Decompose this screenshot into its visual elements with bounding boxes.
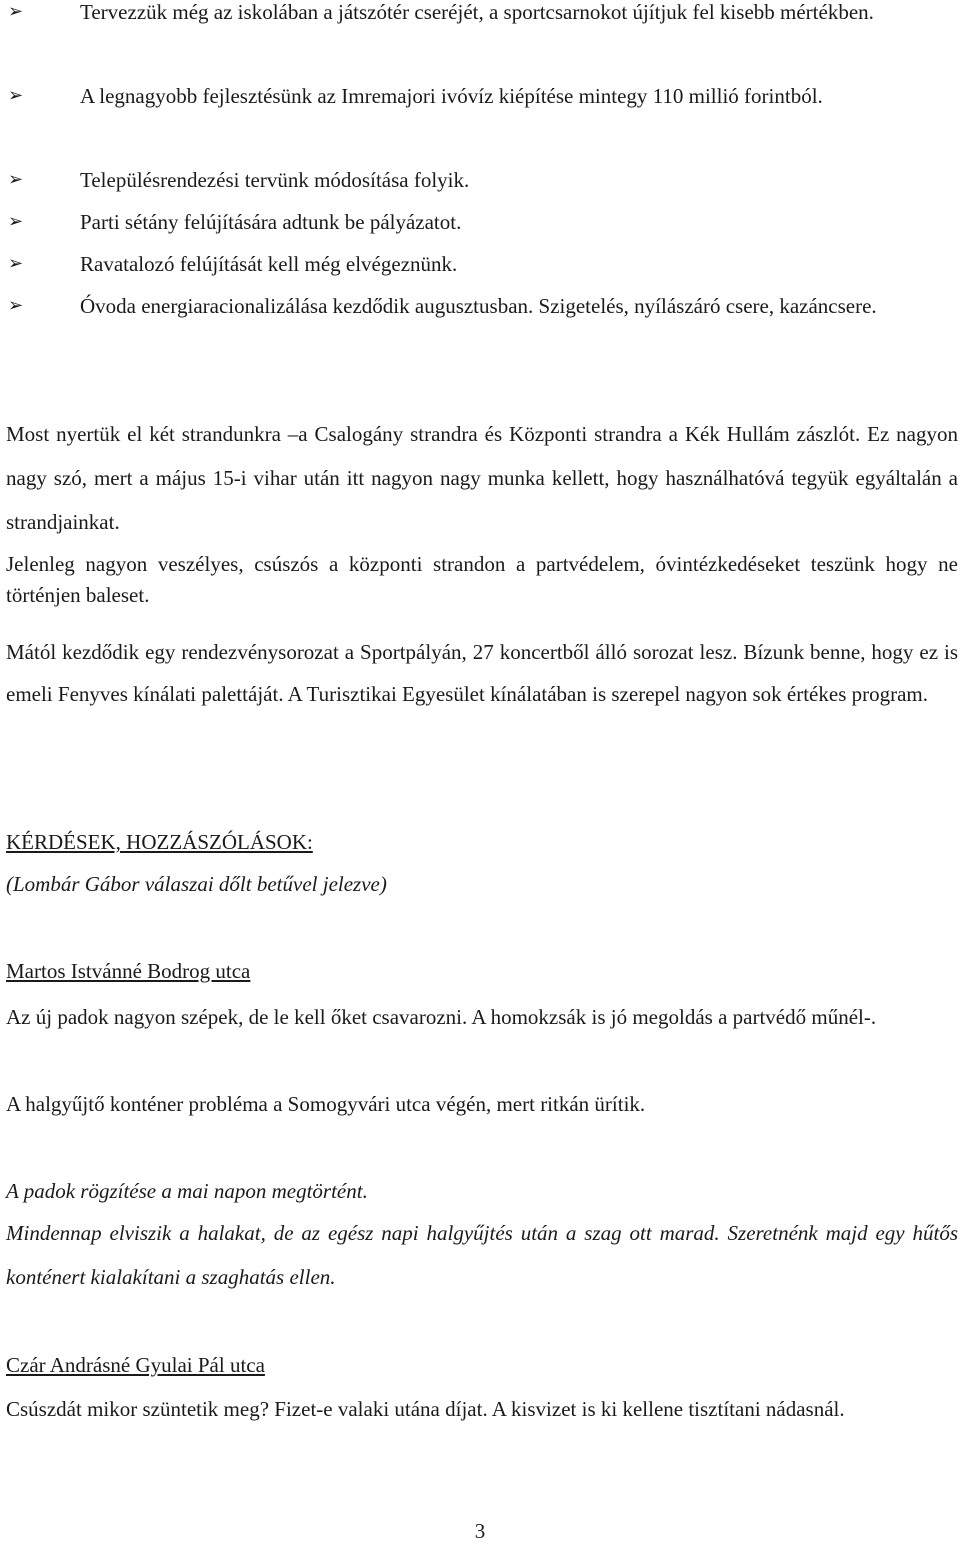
questions-heading: KÉRDÉSEK, HOZZÁSZÓLÁSOK: xyxy=(6,830,313,854)
bullet-text: Ravatalozó felújítását kell még elvégeznünk. xyxy=(80,252,458,276)
paragraph-strand: Most nyertük el két strandunkra –a Csalogány strandra és Központi strandra a Kék Hullám zászlót. Ez nagyon nagy szó, mert a május 15-i vihar után itt nagyon nagy munka kellett, hogy használhatóvá tegyük egyáltalán a strandjainkat. xyxy=(6,422,958,534)
bullet-item xyxy=(0,75,960,159)
paragraph-rendezveny: Mától kezdődik egy rendezvénysorozat a Sportpályán, 27 koncertből álló sorozat lesz. Bízunk benne, hogy ez is emeli Fenyves kínálati palettáját. A Turisztikai Egyesület kínálatában is szerepel nagyon sok értékes program. xyxy=(6,640,958,706)
arrowhead-bullet-icon: ➢ xyxy=(8,85,24,106)
bullet-item xyxy=(0,243,960,285)
speaker-name: Martos Istvánné Bodrog utca xyxy=(6,959,251,983)
bullet-item xyxy=(0,159,960,201)
bullet-text: Parti sétány felújítására adtunk be pályázatot. xyxy=(80,210,462,234)
speaker-comment: Csúszdát mikor szüntetik meg? Fizet-e valaki utána díjat. A kisvizet is ki kellene tisztítani nádasnál. xyxy=(6,1397,845,1421)
bullet-text: Tervezzük még az iskolában a játszótér cseréjét, a sportcsarnokot újítjuk fel kisebb mértékben. xyxy=(80,0,874,24)
questions-note: (Lombár Gábor válaszai dőlt betűvel jelezve) xyxy=(6,872,387,896)
arrowhead-bullet-icon: ➢ xyxy=(8,253,24,274)
bullet-text: Településrendezési tervünk módosítása folyik. xyxy=(80,168,470,192)
paragraph-partvedelem: Jelenleg nagyon veszélyes, csúszós a központi strandon a partvédelem, óvintézkedéseket teszünk hogy ne történjen baleset. xyxy=(6,552,958,607)
answer-text: Mindennap elviszik a halakat, de az egész napi halgyűjtés után a szag ott marad. Szeretnénk majd egy hűtős konténert kialakítani a szaghatás ellen. xyxy=(6,1221,958,1289)
bullet-text: Óvoda energiaracionalizálása kezdődik augusztusban. Szigetelés, nyílászáró csere, kazáncsere. xyxy=(80,294,877,318)
arrowhead-bullet-icon: ➢ xyxy=(8,169,24,190)
bullet-text: A legnagyobb fejlesztésünk az Imremajori ivóvíz kiépítése mintegy 110 millió forintból. xyxy=(80,84,823,108)
bullet-item xyxy=(0,285,960,369)
bullet-list xyxy=(0,0,960,369)
speaker-name: Czár Andrásné Gyulai Pál utca xyxy=(6,1353,265,1377)
answer-text: A padok rögzítése a mai napon megtörtént. xyxy=(6,1179,368,1203)
speaker-comment: A halgyűjtő konténer probléma a Somogyvári utca végén, mert ritkán ürítik. xyxy=(6,1092,646,1116)
bullet-item xyxy=(0,201,960,243)
arrowhead-bullet-icon: ➢ xyxy=(8,1,24,22)
bullet-item xyxy=(0,0,960,75)
arrowhead-bullet-icon: ➢ xyxy=(8,295,24,316)
speaker-comment: Az új padok nagyon szépek, de le kell őket csavarozni. A homokzsák is jó megoldás a partvédő műnél-. xyxy=(6,1005,877,1029)
page-number: 3 xyxy=(474,1519,486,1543)
arrowhead-bullet-icon: ➢ xyxy=(8,211,24,232)
